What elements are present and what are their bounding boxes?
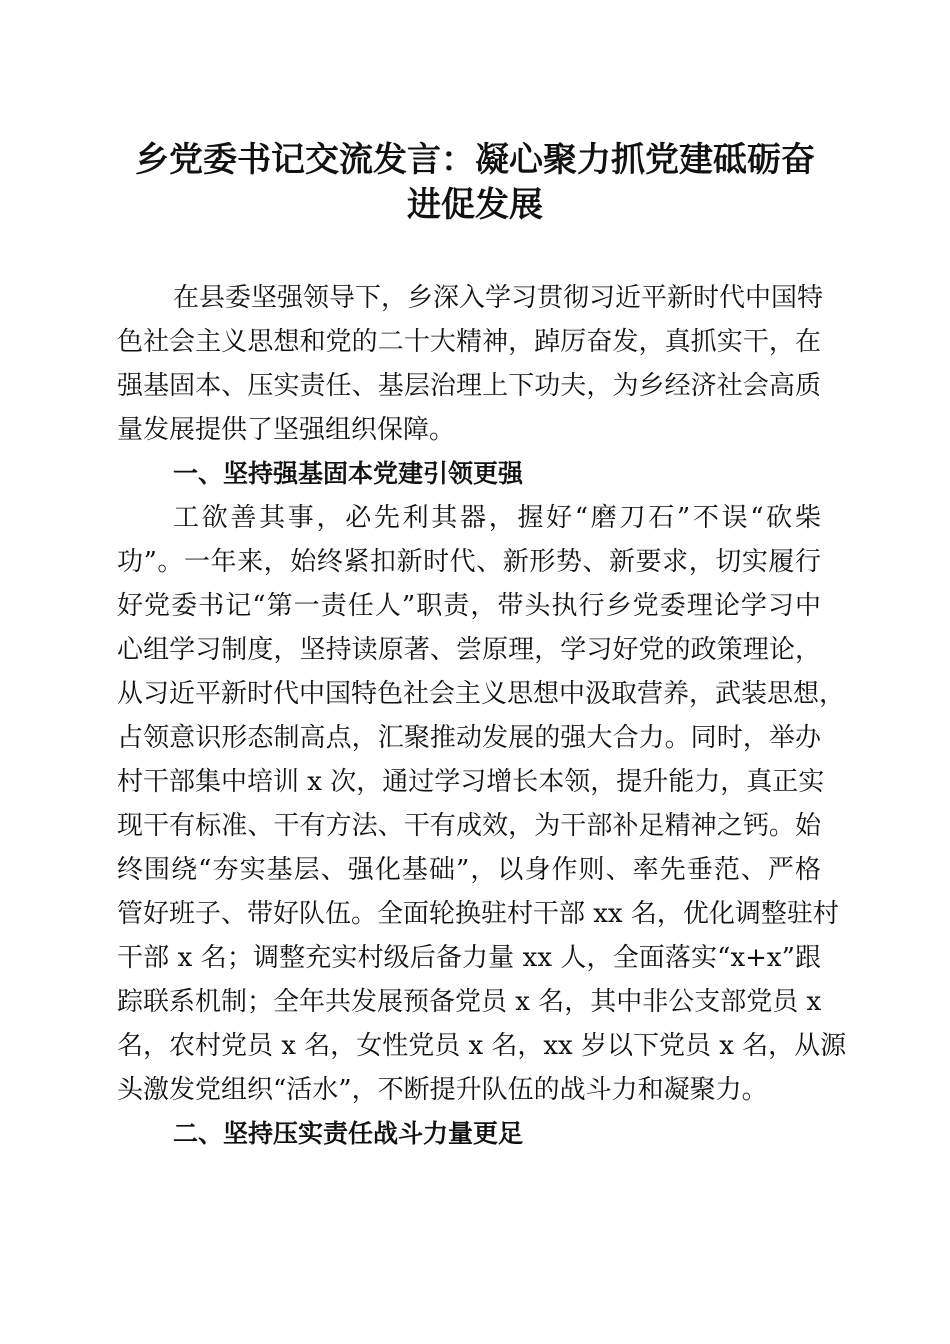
text-line: 踪联系机制；全年共发展预备党员 x 名，其中非公支部党员 x	[117, 987, 822, 1017]
section-heading-1: 一、坚持强基固本党建引领更强	[173, 459, 524, 488]
text-line: 从习近平新时代中国特色社会主义思想中汲取营养，武装思想，	[117, 679, 846, 709]
title-line: 乡党委书记交流发言：凝心聚力抓党建砥砺奋	[135, 140, 815, 180]
document-title	[100, 138, 850, 228]
paragraph-intro	[117, 276, 824, 452]
text-line: 村干部集中培训 x 次，通过学习增长本领，提升能力，真正实	[117, 767, 825, 797]
text-line: 心组学习制度，坚持读原著、尝原理，学习好党的政策理论，	[117, 635, 821, 665]
text-line: 占领意识形态制高点，汇聚推动发展的强大合力。同时，举办	[117, 723, 821, 753]
section-heading-2: 二、坚持压实责任战斗力量更足	[173, 1119, 524, 1148]
text-line: 名，农村党员 x 名，女性党员 x 名，xx 岁以下党员 x 名，从源	[117, 1031, 847, 1061]
text-line: 终围绕“夯实基层、强化基础”，以身作则、率先垂范、严格	[117, 855, 821, 885]
text-line: 头激发党组织“活水”，不断提升队伍的战斗力和凝聚力。	[117, 1075, 768, 1105]
text-line: 强基固本、压实责任、基层治理上下功夫，为乡经济社会高质	[117, 371, 821, 401]
text-line: 量发展提供了坚强组织保障。	[117, 415, 456, 445]
text-line: 工欲善其事，必先利其器，握好“磨刀石”不误“砍柴	[173, 503, 821, 533]
text-line: 管好班子、带好队伍。全面轮换驻村干部 xx 名，优化调整驻村	[117, 899, 839, 929]
document-body	[117, 276, 847, 1156]
paragraph-section-1	[117, 496, 847, 1112]
text-line: 干部 x 名；调整充实村级后备力量 xx 人，全面落实“x+x”跟	[117, 943, 821, 973]
text-line: 好党委书记“第一责任人”职责，带头执行乡党委理论学习中	[117, 591, 821, 621]
text-line: 现干有标准、干有方法、干有成效，为干部补足精神之钙。始	[117, 811, 821, 841]
title-line: 进促发展	[407, 185, 543, 225]
text-line: 功”。一年来，始终紧扣新时代、新形势、新要求，切实履行	[117, 547, 821, 577]
text-line: 色社会主义思想和党的二十大精神，踔厉奋发，真抓实干，在	[117, 327, 821, 357]
text-line: 在县委坚强领导下，乡深入学习贯彻习近平新时代中国特	[173, 283, 824, 313]
